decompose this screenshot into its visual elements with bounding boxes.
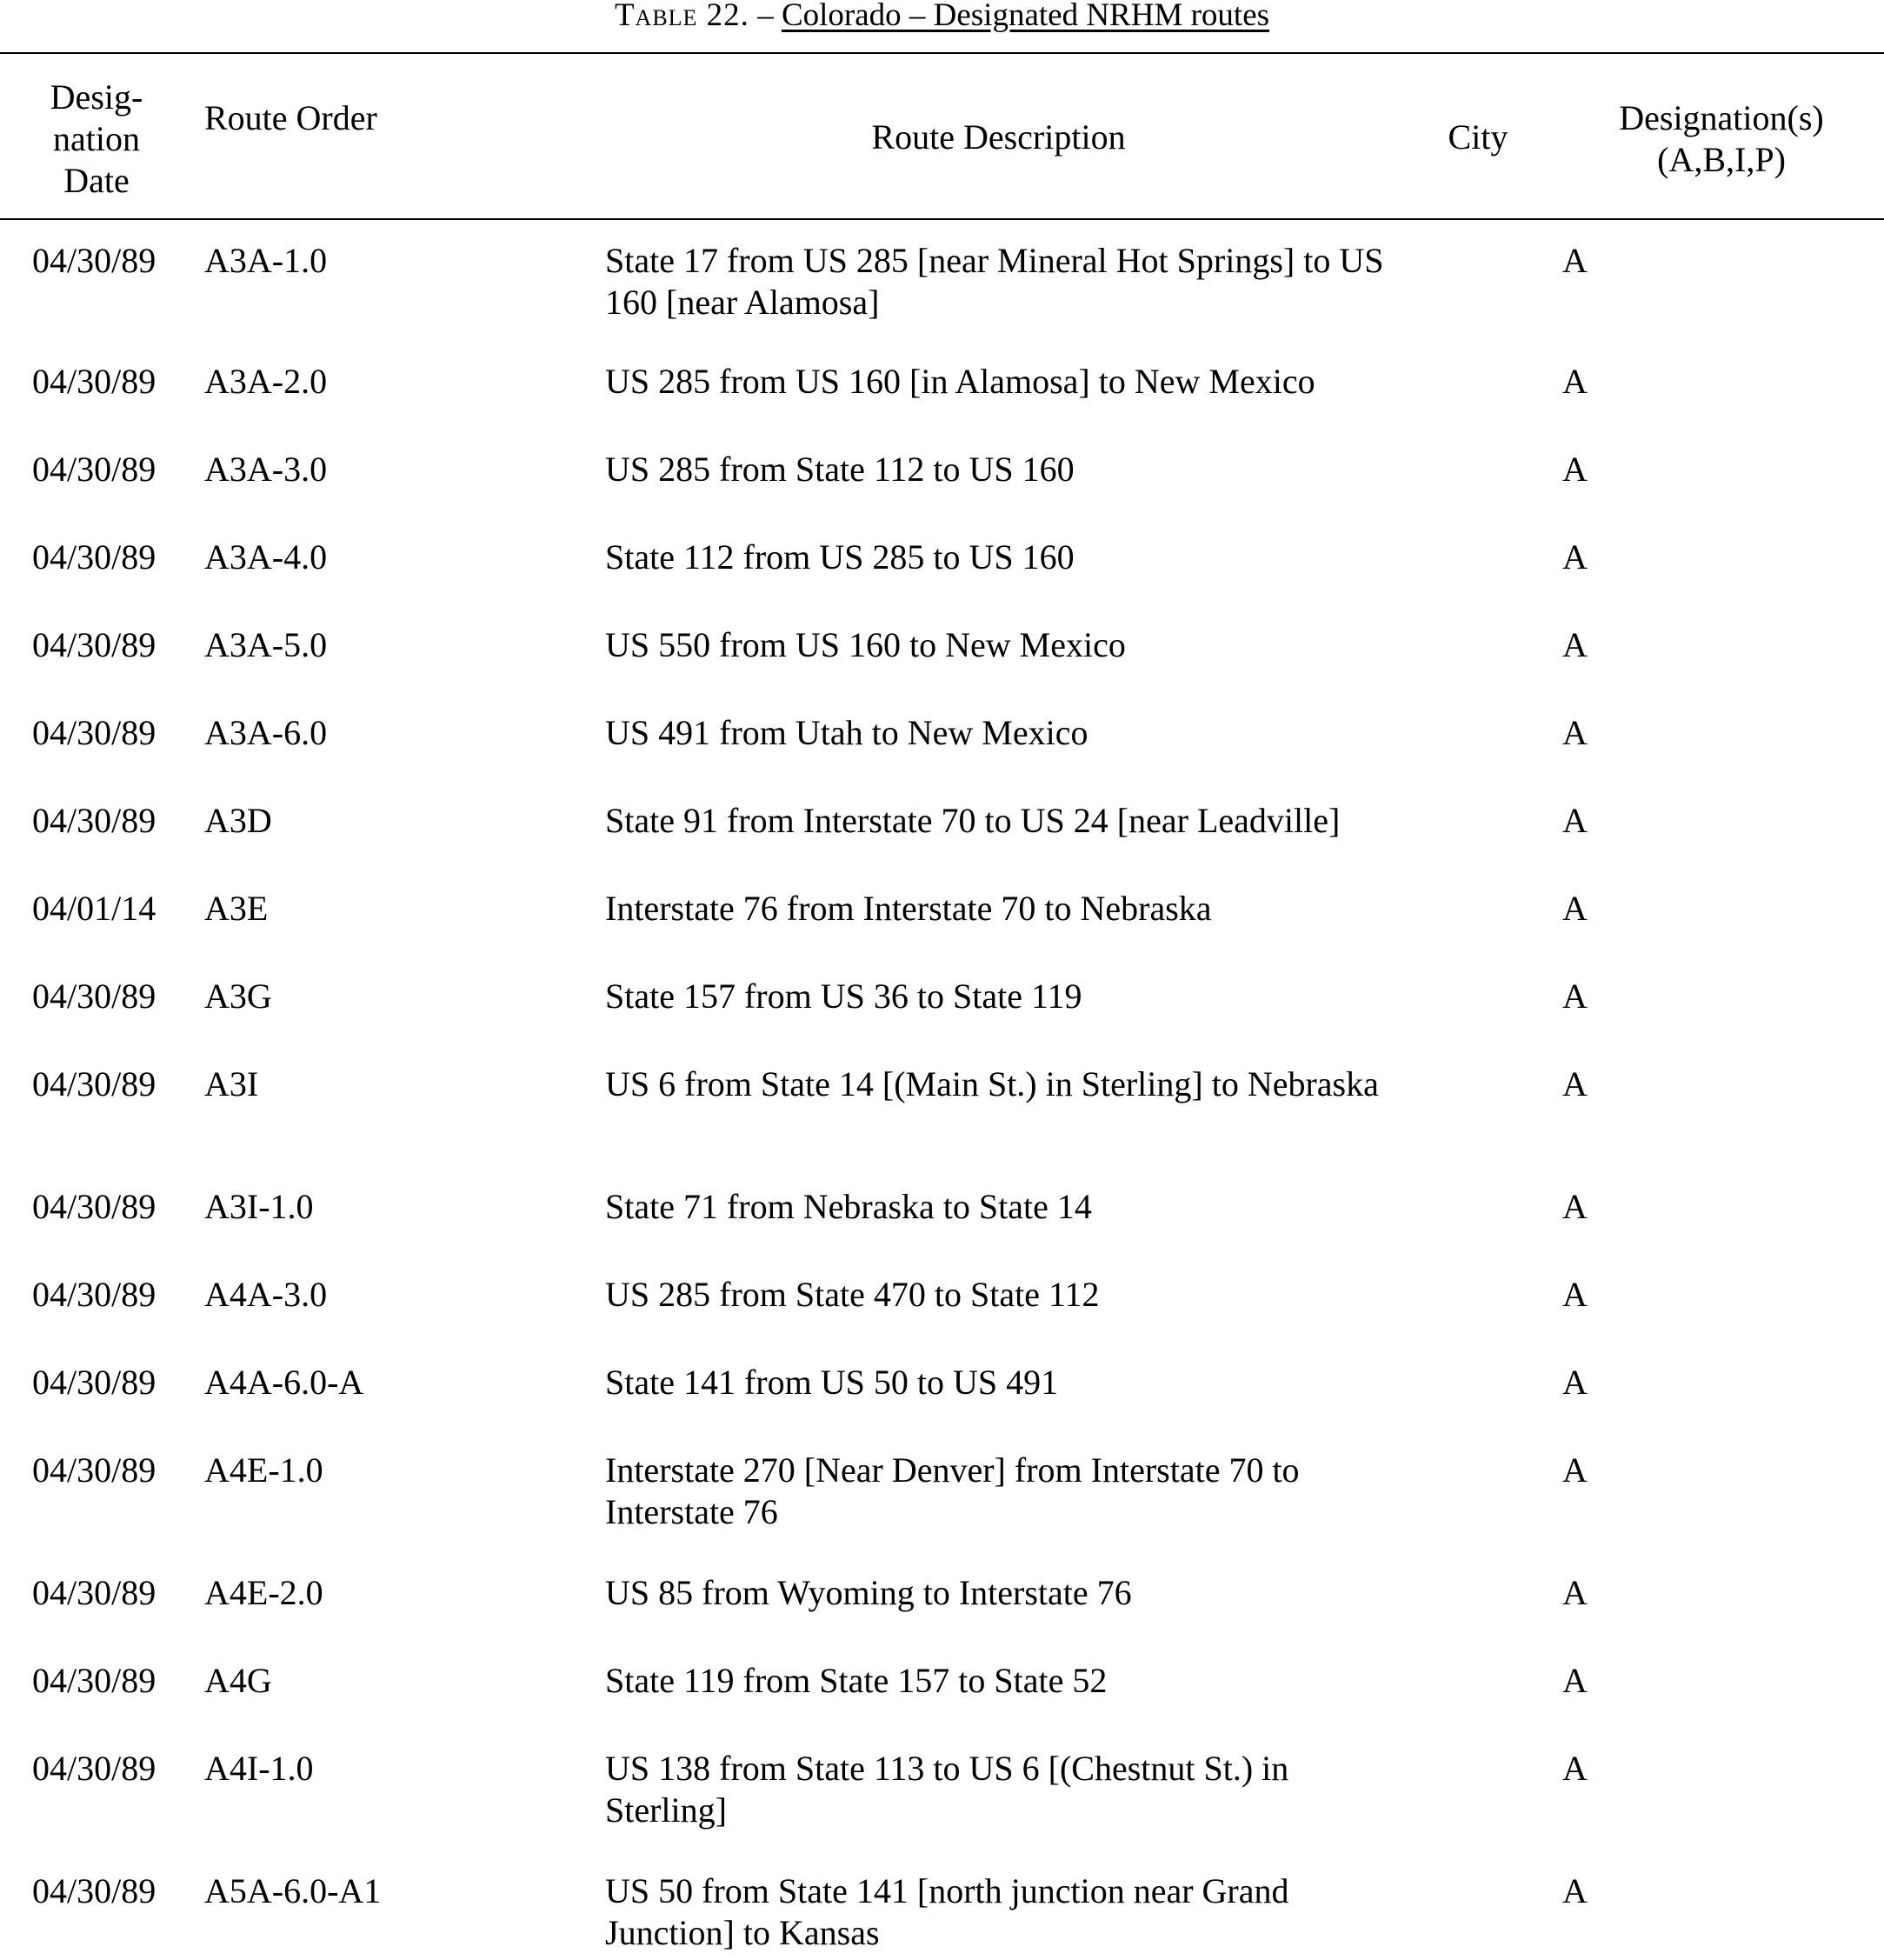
designation-cell: A (1562, 1064, 1588, 1103)
route-order-cell: A3A-5.0 (204, 625, 328, 664)
designation-cell: A (1562, 1363, 1588, 1402)
route-order-cell: A3I (204, 1064, 259, 1103)
designation-cell: A (1562, 1749, 1588, 1788)
route-description-cell: State 157 from US 36 to State 119 (605, 977, 1082, 1016)
route-order-cell: A3G (204, 977, 272, 1016)
designation-cell: A (1562, 889, 1588, 928)
designation-cell: A (1562, 1450, 1588, 1490)
designation-cell: A (1562, 713, 1588, 752)
designation-cell: A (1562, 1661, 1588, 1700)
route-order-cell: A5A-6.0-A1 (204, 1871, 382, 1910)
header-route-description: Route Description (871, 117, 1126, 157)
designation-date-cell: 04/30/89 (32, 1749, 156, 1788)
route-order-cell: A3D (204, 801, 272, 840)
designation-cell: A (1562, 1573, 1588, 1612)
header-rule (0, 218, 1884, 220)
designation-date-cell: 04/01/14 (32, 889, 156, 928)
route-description-cell: US 85 from Wyoming to Interstate 76 (605, 1573, 1132, 1612)
route-description-cell: US 50 from State 141 [north junction near Grand Junction] to Kansas (605, 1871, 1289, 1952)
route-description-cell: Interstate 76 from Interstate 70 to Nebraska (605, 889, 1212, 928)
table-caption (0, 0, 1884, 37)
route-description-cell: US 138 from State 113 to US 6 [(Chestnut St.) in Sterling] (605, 1749, 1289, 1830)
designation-date-cell: 04/30/89 (32, 1363, 156, 1402)
designation-date-cell: 04/30/89 (32, 1871, 156, 1910)
top-rule (0, 52, 1884, 54)
route-order-cell: A3A-6.0 (204, 713, 328, 752)
caption-separator: – (749, 0, 782, 33)
designation-date-cell: 04/30/89 (32, 1275, 156, 1314)
route-order-cell: A3I-1.0 (204, 1187, 314, 1226)
designation-date-cell: 04/30/89 (32, 241, 156, 280)
designation-cell: A (1562, 625, 1588, 664)
route-order-cell: A4E-2.0 (204, 1573, 323, 1612)
route-description-cell: State 119 from State 157 to State 52 (605, 1661, 1108, 1700)
designation-cell: A (1562, 1275, 1588, 1314)
route-description-cell: State 17 from US 285 [near Mineral Hot Springs] to US 160 [near Alamosa] (605, 241, 1384, 322)
designation-date-cell: 04/30/89 (32, 625, 156, 664)
route-order-cell: A3A-1.0 (204, 241, 328, 280)
route-description-cell: State 91 from Interstate 70 to US 24 [near Leadville] (605, 801, 1341, 840)
designation-date-cell: 04/30/89 (32, 1187, 156, 1226)
route-description-cell: US 550 from US 160 to New Mexico (605, 625, 1126, 664)
designation-date-cell: 04/30/89 (32, 1450, 156, 1490)
route-description-cell: US 285 from State 112 to US 160 (605, 450, 1075, 489)
route-order-cell: A4I-1.0 (204, 1749, 314, 1788)
header-designation-date: Desig-nation Date (50, 77, 143, 200)
designation-cell: A (1562, 801, 1588, 840)
designation-cell: A (1562, 1187, 1588, 1226)
route-description-cell: State 141 from US 50 to US 491 (605, 1363, 1059, 1402)
route-order-cell: A3A-4.0 (204, 537, 328, 577)
route-order-cell: A3A-3.0 (204, 450, 328, 489)
designation-cell: A (1562, 241, 1588, 280)
header-city: City (1448, 117, 1508, 157)
designation-date-cell: 04/30/89 (32, 362, 156, 401)
route-description-cell: US 285 from US 160 [in Alamosa] to New Mexico (605, 362, 1315, 401)
designation-date-cell: 04/30/89 (32, 450, 156, 489)
designation-cell: A (1562, 537, 1588, 577)
header-designations: Designation(s) (A,B,I,P) (1619, 98, 1824, 179)
designation-cell: A (1562, 362, 1588, 401)
header-route-order: Route Order (204, 98, 377, 137)
route-description-cell: State 71 from Nebraska to State 14 (605, 1187, 1092, 1226)
route-order-cell: A4A-3.0 (204, 1275, 328, 1314)
route-order-cell: A3A-2.0 (204, 362, 328, 401)
designation-date-cell: 04/30/89 (32, 1573, 156, 1612)
route-order-cell: A4A-6.0-A (204, 1363, 364, 1402)
designation-cell: A (1562, 1871, 1588, 1910)
designation-date-cell: 04/30/89 (32, 713, 156, 752)
route-description-cell: US 491 from Utah to New Mexico (605, 713, 1088, 752)
designation-date-cell: 04/30/89 (32, 1064, 156, 1103)
route-order-cell: A4G (204, 1661, 272, 1700)
route-description-cell: US 285 from State 470 to State 112 (605, 1275, 1100, 1314)
designation-cell: A (1562, 977, 1588, 1016)
route-description-cell: Interstate 270 [Near Denver] from Interstate 70 to Interstate 76 (605, 1450, 1300, 1531)
table-number: Table 22. (614, 0, 749, 33)
route-order-cell: A4E-1.0 (204, 1450, 323, 1490)
table-title: Colorado – Designated NRHM routes (781, 0, 1270, 33)
route-description-cell: State 112 from US 285 to US 160 (605, 537, 1075, 577)
route-description-cell: US 6 from State 14 [(Main St.) in Sterling] to Nebraska (605, 1064, 1379, 1103)
designation-date-cell: 04/30/89 (32, 1661, 156, 1700)
designation-cell: A (1562, 450, 1588, 489)
route-order-cell: A3E (204, 889, 269, 928)
designation-date-cell: 04/30/89 (32, 977, 156, 1016)
designation-date-cell: 04/30/89 (32, 801, 156, 840)
designation-date-cell: 04/30/89 (32, 537, 156, 577)
